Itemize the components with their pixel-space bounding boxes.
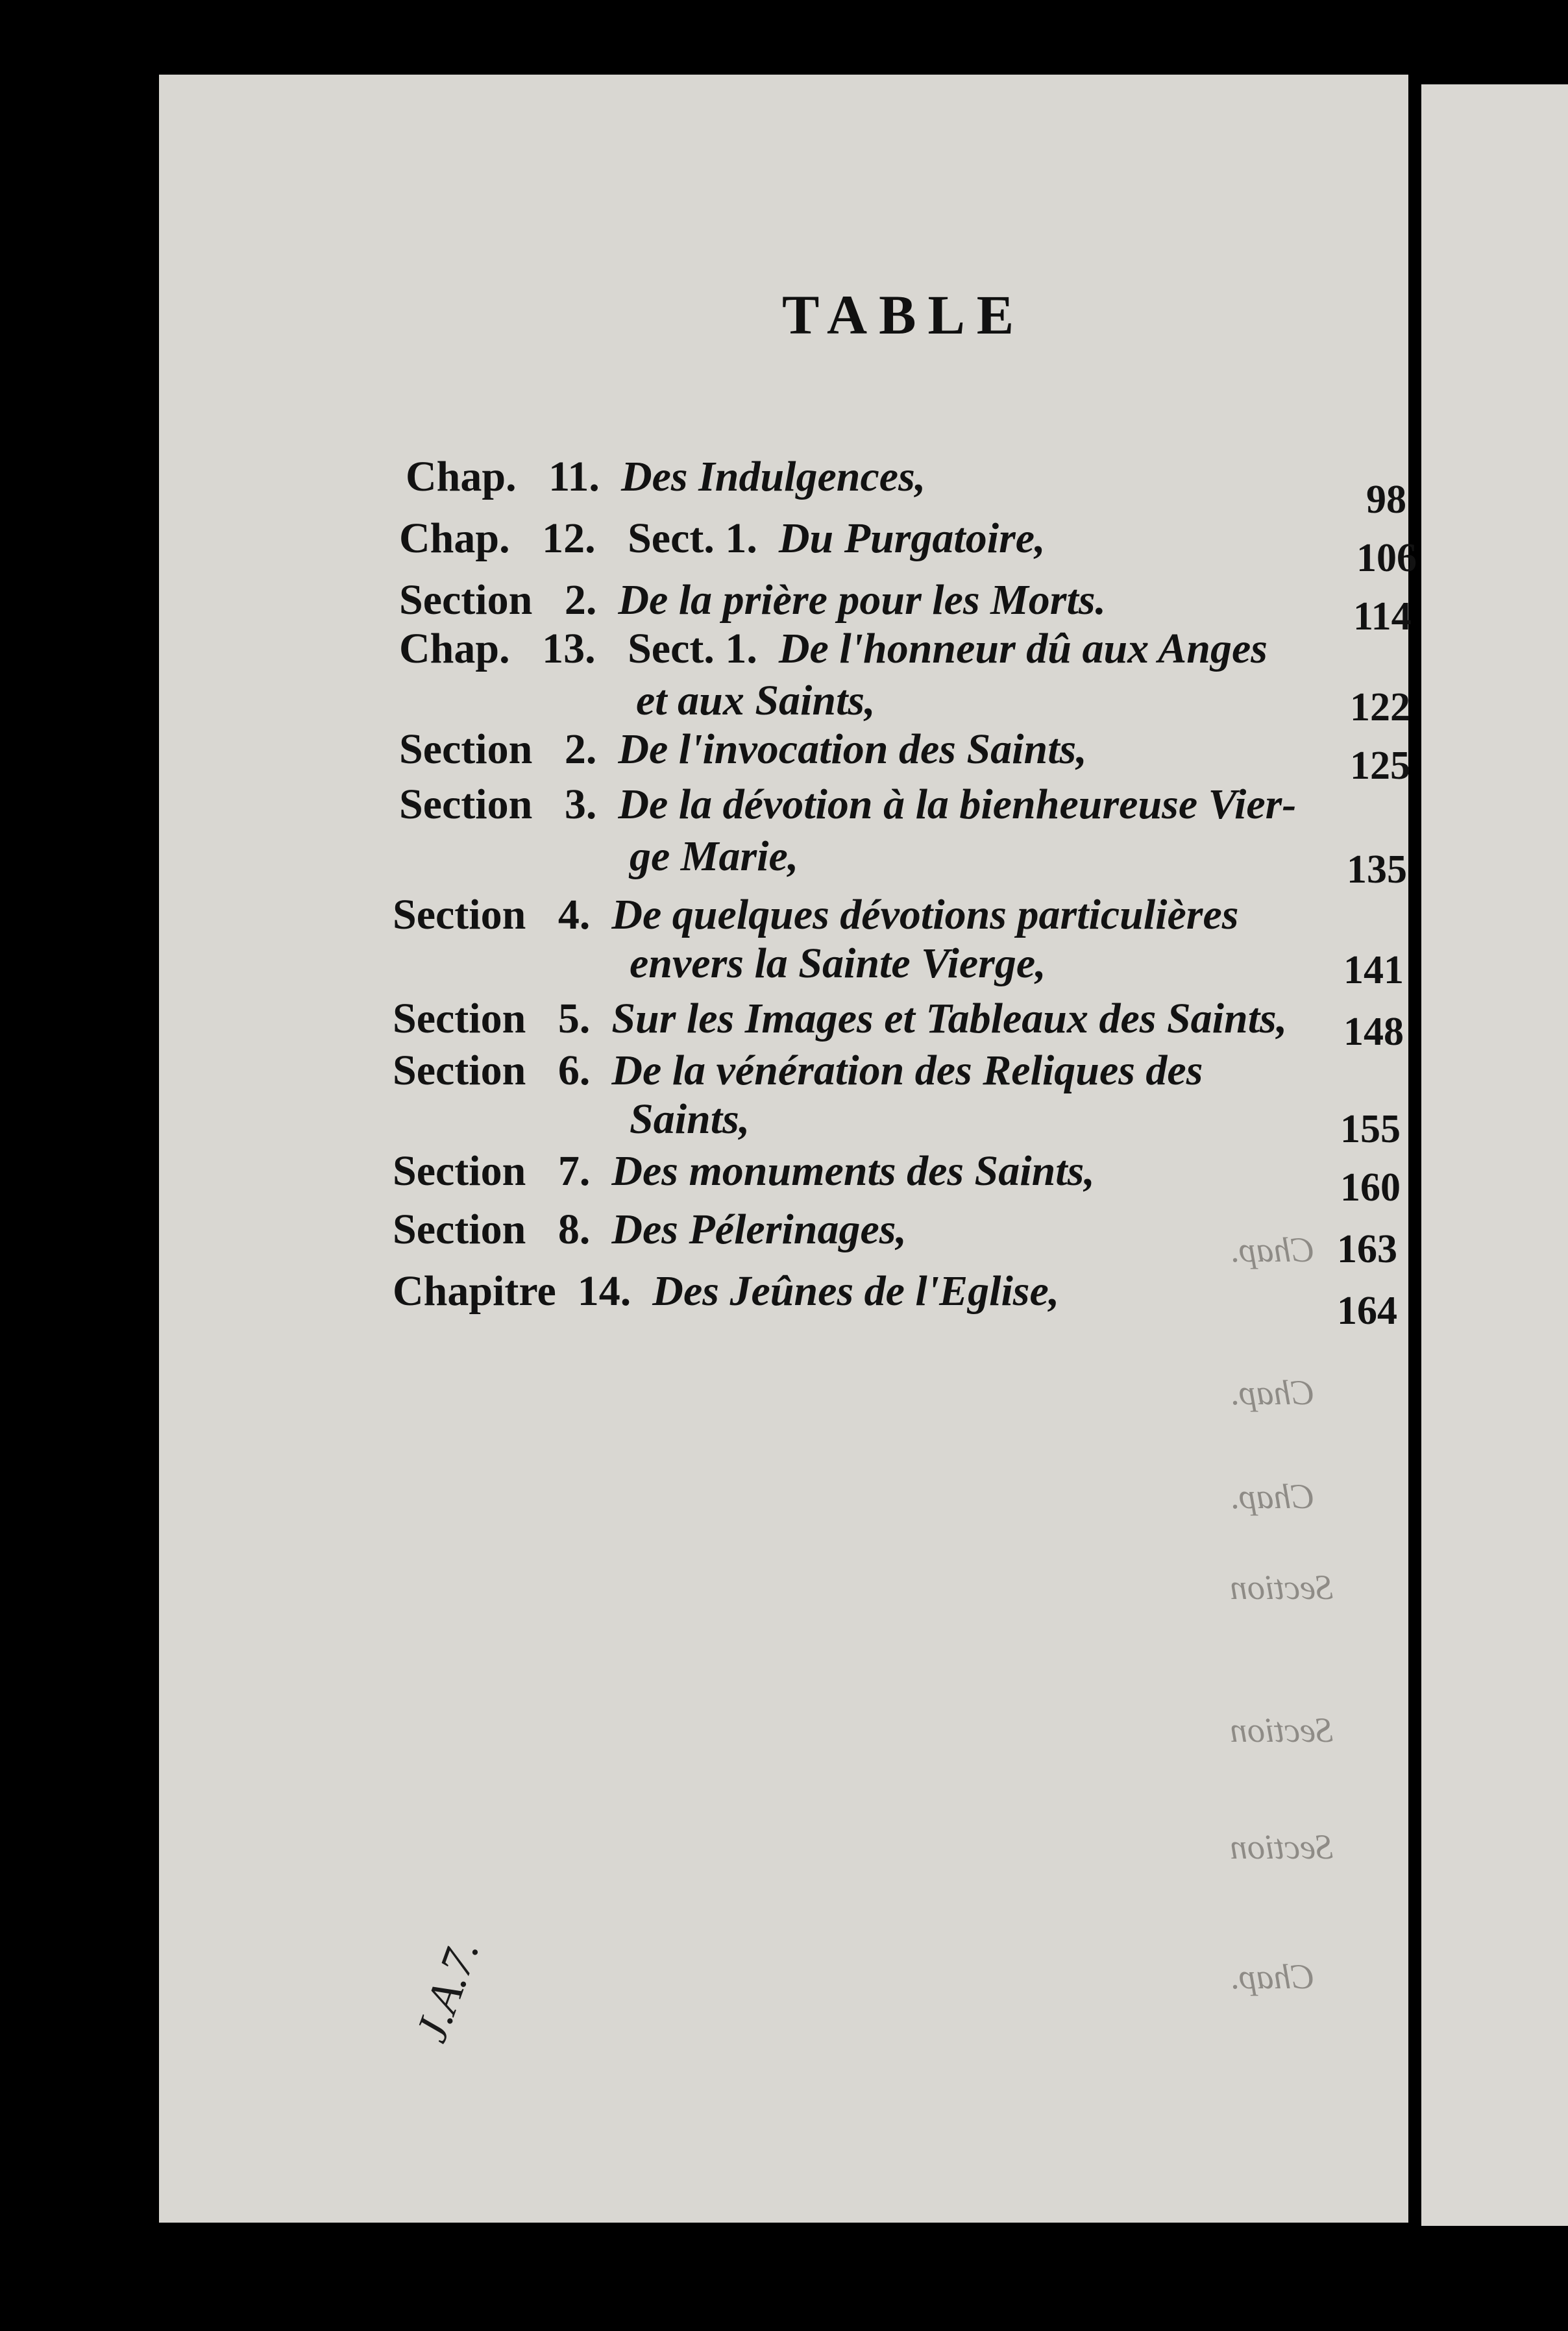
entry-page-number: 155 [1340,1107,1401,1151]
entry-page-number: 163 [1337,1227,1397,1271]
entry-label: Chap. [399,625,510,672]
entry-title: De la vénération des Reliques des [611,1047,1203,1094]
entry-section: Sect. 1. [628,515,757,562]
bleed-through-text: Section [1230,1568,1333,1607]
library-mark: J.A.7. [406,1933,489,2049]
entry-label: Section [399,781,533,828]
entry-page-number: 98 [1366,478,1406,522]
entry-number: 6. [557,1047,591,1094]
entry-page-number: 114 [1353,594,1412,639]
entry-number: 8. [557,1206,591,1253]
toc-entry [393,1204,907,1256]
toc-entry-continuation [630,938,1046,990]
entry-number: 7. [557,1147,591,1195]
bleed-through-text: Section [1230,1827,1333,1866]
toc-entry [399,779,1296,831]
entry-number: 11. [548,453,600,500]
toc-entry [393,993,1287,1045]
entry-title: De l'invocation des Saints, [618,726,1087,773]
entry-page-number: 164 [1337,1289,1397,1333]
toc-entry [399,513,1046,565]
toc-entry-continuation [630,1093,750,1145]
entry-label: Section [393,995,526,1042]
entry-page-number: 141 [1343,948,1404,992]
toc-entry [399,623,1268,675]
bleed-through-text: Section [1230,1711,1333,1750]
toc-entry [406,451,925,503]
entry-title-continued: Saints, [630,1095,750,1143]
entry-number: 12. [542,515,596,562]
toc-entry [393,1145,1095,1197]
entry-label: Section [393,1047,526,1094]
entry-label: Chapitre [393,1267,556,1315]
toc-entry-continuation [636,675,876,727]
toc-entry-continuation [630,831,798,883]
entry-label: Section [393,1206,526,1253]
entry-number: 13. [542,625,596,672]
entry-label: Chap. [399,515,510,562]
entry-number: 5. [557,995,591,1042]
entry-title-continued: et aux Saints, [636,677,876,724]
entry-page-number: 106 [1356,536,1417,580]
entry-title: De la dévotion à la bienheureuse Vier- [618,781,1297,828]
entry-label: Section [393,1147,526,1195]
bleed-through-text: Chap. [1230,1230,1315,1269]
bleed-through-text: Chap. [1230,1957,1315,1996]
toc-entry [393,889,1238,941]
entry-title: De quelques dévotions particulières [611,891,1239,938]
page-title: TABLE [782,284,1026,346]
entry-title: De la prière pour les Morts. [618,576,1107,624]
facing-page-edge [1421,84,1568,2226]
entry-number: 14. [577,1267,631,1315]
bleed-through-text: Chap. [1230,1477,1315,1516]
entry-number: 2. [564,726,597,773]
toc-entry [393,1265,1059,1317]
entry-page-number: 148 [1343,1010,1404,1054]
entry-page-number: 135 [1347,848,1407,892]
entry-label: Section [399,576,533,624]
entry-title: Des monuments des Saints, [611,1147,1095,1195]
entry-label: Chap. [406,453,517,500]
entry-number: 4. [557,891,591,938]
entry-title: Sur les Images et Tableaux des Saints, [611,995,1288,1042]
entry-page-number: 125 [1350,744,1410,788]
entry-page-number: 122 [1350,685,1410,729]
entry-number: 3. [564,781,597,828]
book-page [159,75,1417,2223]
bleed-through-text: Chap. [1230,1373,1315,1412]
entry-title-continued: ge Marie, [630,833,799,880]
entry-label: Section [393,891,526,938]
entry-title: Des Jeûnes de l'Eglise, [652,1267,1060,1315]
entry-title: Du Purgatoire, [778,515,1046,562]
toc-entry [393,1045,1203,1097]
entry-title: De l'honneur dû aux Anges [778,625,1268,672]
toc-entry [399,574,1106,626]
entry-section: Sect. 1. [628,625,757,672]
entry-label: Section [399,726,533,773]
entry-title: Des Pélerinages, [611,1206,907,1253]
entry-title: Des Indulgences, [620,453,926,500]
entry-number: 2. [564,576,597,624]
toc-entry [399,724,1087,775]
entry-title-continued: envers la Sainte Vierge, [630,940,1046,987]
entry-page-number: 160 [1340,1166,1401,1210]
